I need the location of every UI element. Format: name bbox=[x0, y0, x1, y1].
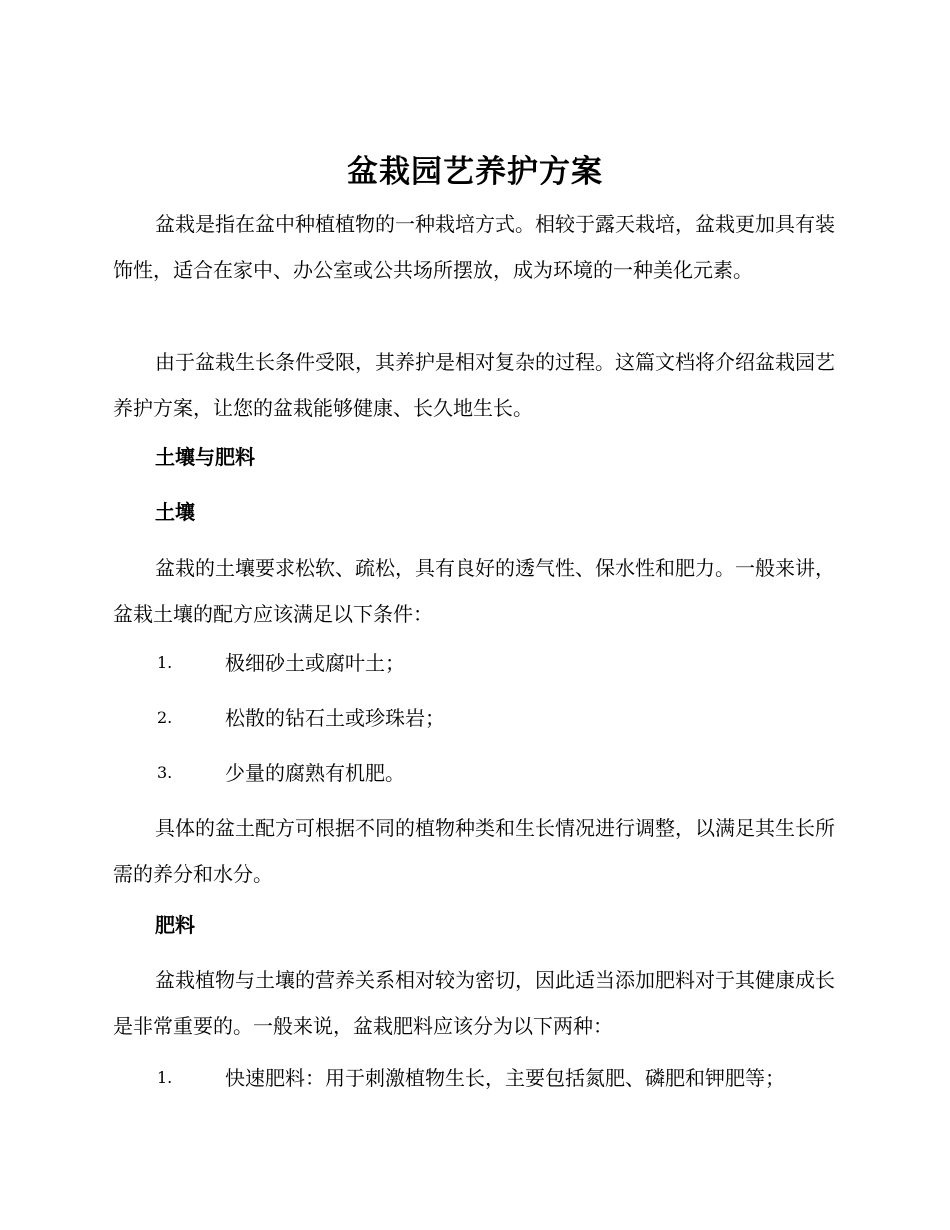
list-item bbox=[157, 703, 837, 733]
document-title: 盆栽园艺养护方案 bbox=[347, 154, 603, 190]
fertilizer-paragraph: 盆栽植物与土壤的营养关系相对较为密切，因此适当添加肥料对于其健康成长是非常重要的。一般来说，盆栽肥料应该分为以下两种： bbox=[113, 968, 835, 1038]
intro-paragraph-2: 由于盆栽生长条件受限，其养护是相对复杂的过程。这篇文档将介绍盆栽园艺养护方案，让您的盆栽能够健康、长久地生长。 bbox=[113, 350, 835, 420]
subheading-fertilizer: 肥料 bbox=[155, 913, 195, 937]
list-item bbox=[157, 1063, 837, 1093]
list-item-text: 快速肥料：用于刺激植物生长，主要包括氮肥、磷肥和钾肥等； bbox=[225, 1066, 785, 1090]
list-item-number: 1. bbox=[157, 653, 173, 672]
list-item-text: 少量的腐熟有机肥。 bbox=[225, 761, 405, 785]
intro-paragraph-1: 盆栽是指在盆中种植植物的一种栽培方式。相较于露天栽培，盆栽更加具有装饰性，适合在家中、办公室或公共场所摆放，成为环境的一种美化元素。 bbox=[113, 212, 835, 282]
soil-paragraph-2: 具体的盆土配方可根据不同的植物种类和生长情况进行调整，以满足其生长所需的养分和水分。 bbox=[113, 816, 835, 886]
list-item-text: 极细砂土或腐叶土； bbox=[225, 651, 405, 675]
list-item bbox=[157, 648, 837, 678]
list-item-text: 松散的钻石土或珍珠岩； bbox=[225, 706, 445, 730]
list-item-number: 2. bbox=[157, 708, 173, 727]
subheading-soil: 土壤 bbox=[155, 500, 195, 524]
soil-paragraph: 盆栽的土壤要求松软、疏松，具有良好的透气性、保水性和肥力。一般来讲，盆栽土壤的配方应该满足以下条件： bbox=[113, 556, 835, 626]
section-heading-soil-fertilizer: 土壤与肥料 bbox=[155, 445, 255, 469]
list-item bbox=[157, 758, 837, 788]
list-item-number: 3. bbox=[157, 763, 173, 782]
list-item-number: 1. bbox=[157, 1068, 173, 1087]
